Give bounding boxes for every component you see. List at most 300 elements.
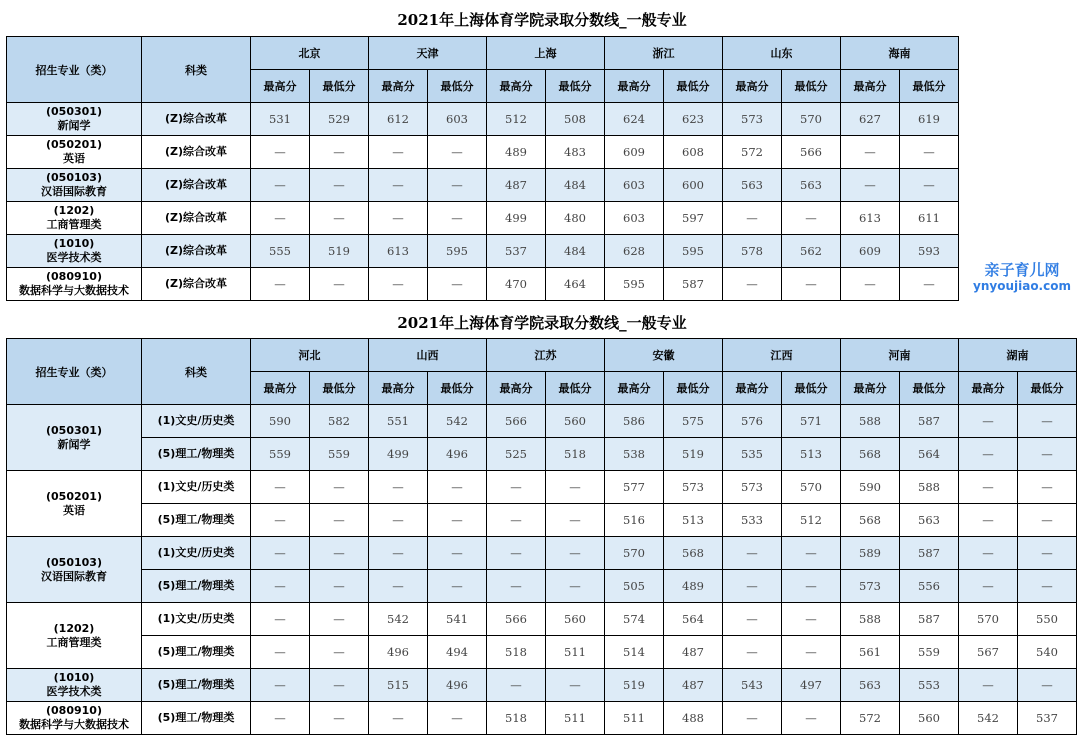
- major-cell: [7, 405, 142, 471]
- high-score-cell: 511: [605, 702, 664, 735]
- low-score-cell: 560: [546, 603, 605, 636]
- table-row: [7, 136, 959, 169]
- major-name: 汉语国际教育: [41, 569, 107, 583]
- high-score-cell: 512: [487, 103, 546, 136]
- low-score-cell: 488: [664, 702, 723, 735]
- high-score-cell: 537: [487, 235, 546, 268]
- header-high-score: 最高分: [369, 70, 428, 103]
- high-score-cell: 499: [369, 438, 428, 471]
- high-score-cell: 542: [369, 603, 428, 636]
- major-cell: [7, 537, 142, 603]
- header-high-score: 最高分: [487, 372, 546, 405]
- low-score-cell: 564: [900, 438, 959, 471]
- high-score-cell: 624: [605, 103, 664, 136]
- high-score-cell: —: [369, 537, 428, 570]
- high-score-cell: —: [959, 570, 1018, 603]
- header-low-score: 最低分: [900, 70, 959, 103]
- high-score-cell: —: [723, 603, 782, 636]
- major-cell: [7, 471, 142, 537]
- header-high-score: 最高分: [841, 372, 900, 405]
- header-province: 江苏: [487, 339, 605, 372]
- kelei-cell: (Z)综合改革: [142, 169, 251, 202]
- major-code: (050103): [46, 555, 102, 569]
- high-score-cell: 551: [369, 405, 428, 438]
- low-score-cell: —: [428, 136, 487, 169]
- high-score-cell: 595: [605, 268, 664, 301]
- high-score-cell: 563: [841, 669, 900, 702]
- high-score-cell: 589: [841, 537, 900, 570]
- low-score-cell: —: [546, 669, 605, 702]
- low-score-cell: 593: [900, 235, 959, 268]
- header-high-score: 最高分: [605, 372, 664, 405]
- low-score-cell: —: [546, 537, 605, 570]
- high-score-cell: —: [841, 136, 900, 169]
- low-score-cell: 484: [546, 169, 605, 202]
- high-score-cell: —: [251, 537, 310, 570]
- low-score-cell: —: [1018, 405, 1077, 438]
- kelei-cell: (Z)综合改革: [142, 136, 251, 169]
- high-score-cell: 487: [487, 169, 546, 202]
- header-row-provinces: [7, 37, 959, 70]
- high-score-cell: 578: [723, 235, 782, 268]
- high-score-cell: —: [841, 268, 900, 301]
- high-score-cell: 603: [605, 202, 664, 235]
- high-score-cell: —: [251, 169, 310, 202]
- low-score-cell: 511: [546, 636, 605, 669]
- low-score-cell: 600: [664, 169, 723, 202]
- low-score-cell: —: [900, 268, 959, 301]
- kelei-cell: (5)理工/物理类: [142, 570, 251, 603]
- low-score-cell: —: [310, 636, 369, 669]
- low-score-cell: 588: [900, 471, 959, 504]
- low-score-cell: 570: [782, 103, 841, 136]
- major-code: (1202): [53, 204, 95, 217]
- low-score-cell: 564: [664, 603, 723, 636]
- low-score-cell: —: [782, 702, 841, 735]
- high-score-cell: 570: [605, 537, 664, 570]
- header-high-score: 最高分: [723, 70, 782, 103]
- high-score-cell: 573: [841, 570, 900, 603]
- header-low-score: 最低分: [664, 372, 723, 405]
- low-score-cell: —: [1018, 504, 1077, 537]
- high-score-cell: 573: [723, 103, 782, 136]
- high-score-cell: —: [251, 669, 310, 702]
- low-score-cell: —: [900, 136, 959, 169]
- high-score-cell: 561: [841, 636, 900, 669]
- low-score-cell: —: [546, 504, 605, 537]
- header-low-score: 最低分: [1018, 372, 1077, 405]
- header-high-score: 最高分: [369, 372, 428, 405]
- high-score-cell: 609: [841, 235, 900, 268]
- high-score-cell: 603: [605, 169, 664, 202]
- high-score-cell: 518: [487, 636, 546, 669]
- high-score-cell: 533: [723, 504, 782, 537]
- major-cell: [7, 235, 142, 268]
- high-score-cell: —: [251, 570, 310, 603]
- major-code: (1202): [53, 621, 95, 635]
- high-score-cell: 590: [251, 405, 310, 438]
- major-code: (1010): [53, 671, 95, 684]
- header-major: 招生专业（类）: [7, 339, 142, 405]
- major-name: 新闻学: [57, 119, 91, 132]
- header-low-score: 最低分: [310, 70, 369, 103]
- low-score-cell: 497: [782, 669, 841, 702]
- low-score-cell: 519: [664, 438, 723, 471]
- high-score-cell: 538: [605, 438, 664, 471]
- low-score-cell: —: [1018, 438, 1077, 471]
- high-score-cell: —: [959, 471, 1018, 504]
- high-score-cell: 613: [841, 202, 900, 235]
- low-score-cell: 570: [782, 471, 841, 504]
- low-score-cell: —: [310, 504, 369, 537]
- watermark-text: 亲子育儿网: [984, 261, 1060, 279]
- low-score-cell: —: [428, 702, 487, 735]
- header-low-score: 最低分: [428, 70, 487, 103]
- header-low-score: 最低分: [546, 70, 605, 103]
- header-high-score: 最高分: [723, 372, 782, 405]
- major-cell: [7, 103, 142, 136]
- low-score-cell: —: [428, 570, 487, 603]
- header-low-score: 最低分: [664, 70, 723, 103]
- low-score-cell: 560: [900, 702, 959, 735]
- low-score-cell: 489: [664, 570, 723, 603]
- high-score-cell: —: [369, 570, 428, 603]
- major-code: (050201): [46, 138, 102, 151]
- low-score-cell: 541: [428, 603, 487, 636]
- header-province: 湖南: [959, 339, 1077, 372]
- high-score-cell: 568: [841, 504, 900, 537]
- high-score-cell: —: [251, 603, 310, 636]
- low-score-cell: —: [428, 471, 487, 504]
- low-score-cell: 480: [546, 202, 605, 235]
- low-score-cell: 587: [900, 405, 959, 438]
- major-name: 英语: [63, 152, 85, 165]
- low-score-cell: 619: [900, 103, 959, 136]
- header-high-score: 最高分: [251, 372, 310, 405]
- high-score-cell: —: [251, 471, 310, 504]
- header-high-score: 最高分: [251, 70, 310, 103]
- low-score-cell: 494: [428, 636, 487, 669]
- header-province: 河北: [251, 339, 369, 372]
- header-high-score: 最高分: [487, 70, 546, 103]
- high-score-cell: —: [251, 268, 310, 301]
- header-province: 北京: [251, 37, 369, 70]
- low-score-cell: 563: [900, 504, 959, 537]
- major-name: 新闻学: [57, 437, 91, 451]
- major-code: (050301): [46, 105, 102, 118]
- high-score-cell: —: [251, 202, 310, 235]
- header-high-score: 最高分: [605, 70, 664, 103]
- high-score-cell: 573: [723, 471, 782, 504]
- header-low-score: 最低分: [428, 372, 487, 405]
- low-score-cell: —: [310, 268, 369, 301]
- kelei-cell: (Z)综合改革: [142, 268, 251, 301]
- high-score-cell: 588: [841, 405, 900, 438]
- high-score-cell: 566: [487, 603, 546, 636]
- high-score-cell: 518: [487, 702, 546, 735]
- low-score-cell: 484: [546, 235, 605, 268]
- low-score-cell: 582: [310, 405, 369, 438]
- low-score-cell: 483: [546, 136, 605, 169]
- header-low-score: 最低分: [900, 372, 959, 405]
- low-score-cell: —: [782, 636, 841, 669]
- kelei-cell: (5)理工/物理类: [142, 438, 251, 471]
- high-score-cell: 489: [487, 136, 546, 169]
- high-score-cell: —: [723, 636, 782, 669]
- kelei-cell: (1)文史/历史类: [142, 471, 251, 504]
- high-score-cell: —: [487, 570, 546, 603]
- low-score-cell: 496: [428, 438, 487, 471]
- header-province: 天津: [369, 37, 487, 70]
- header-kelei: 科类: [142, 37, 251, 103]
- low-score-cell: —: [310, 702, 369, 735]
- watermark-logo: [966, 262, 1078, 294]
- high-score-cell: 586: [605, 405, 664, 438]
- table-row: [7, 471, 1077, 504]
- low-score-cell: 518: [546, 438, 605, 471]
- low-score-cell: —: [546, 471, 605, 504]
- high-score-cell: 470: [487, 268, 546, 301]
- high-score-cell: —: [841, 169, 900, 202]
- high-score-cell: —: [723, 570, 782, 603]
- table-row: [7, 103, 959, 136]
- low-score-cell: 537: [1018, 702, 1077, 735]
- high-score-cell: —: [251, 136, 310, 169]
- kelei-cell: (Z)综合改革: [142, 202, 251, 235]
- high-score-cell: 568: [841, 438, 900, 471]
- low-score-cell: —: [310, 471, 369, 504]
- low-score-cell: 573: [664, 471, 723, 504]
- low-score-cell: —: [782, 537, 841, 570]
- high-score-cell: 588: [841, 603, 900, 636]
- high-score-cell: 542: [959, 702, 1018, 735]
- high-score-cell: —: [723, 537, 782, 570]
- low-score-cell: 559: [900, 636, 959, 669]
- major-code: (050201): [46, 489, 102, 503]
- high-score-cell: —: [959, 537, 1018, 570]
- high-score-cell: —: [369, 136, 428, 169]
- kelei-cell: (5)理工/物理类: [142, 636, 251, 669]
- table2-title: 2021年上海体育学院录取分数线_一般专业: [397, 314, 687, 332]
- low-score-cell: 571: [782, 405, 841, 438]
- major-cell: [7, 202, 142, 235]
- high-score-cell: 519: [605, 669, 664, 702]
- low-score-cell: —: [310, 169, 369, 202]
- high-score-cell: 574: [605, 603, 664, 636]
- low-score-cell: 542: [428, 405, 487, 438]
- high-score-cell: —: [487, 504, 546, 537]
- major-code: (080910): [46, 270, 102, 283]
- major-cell: [7, 268, 142, 301]
- low-score-cell: —: [428, 169, 487, 202]
- major-name: 工商管理类: [46, 218, 102, 231]
- low-score-cell: —: [782, 570, 841, 603]
- high-score-cell: 505: [605, 570, 664, 603]
- low-score-cell: —: [546, 570, 605, 603]
- high-score-cell: 612: [369, 103, 428, 136]
- high-score-cell: 609: [605, 136, 664, 169]
- low-score-cell: 519: [310, 235, 369, 268]
- high-score-cell: 496: [369, 636, 428, 669]
- low-score-cell: 560: [546, 405, 605, 438]
- header-province: 安徽: [605, 339, 723, 372]
- high-score-cell: 570: [959, 603, 1018, 636]
- header-row-provinces: [7, 339, 1077, 372]
- high-score-cell: 516: [605, 504, 664, 537]
- high-score-cell: 572: [723, 136, 782, 169]
- header-province: 山东: [723, 37, 841, 70]
- high-score-cell: 590: [841, 471, 900, 504]
- table-row: [7, 405, 1077, 438]
- high-score-cell: 525: [487, 438, 546, 471]
- major-name: 汉语国际教育: [41, 185, 107, 198]
- low-score-cell: 513: [782, 438, 841, 471]
- low-score-cell: 511: [546, 702, 605, 735]
- high-score-cell: —: [723, 202, 782, 235]
- low-score-cell: —: [1018, 537, 1077, 570]
- header-province: 浙江: [605, 37, 723, 70]
- header-major: 招生专业（类）: [7, 37, 142, 103]
- high-score-cell: —: [959, 504, 1018, 537]
- header-high-score: 最高分: [959, 372, 1018, 405]
- low-score-cell: —: [310, 603, 369, 636]
- watermark-url: ynyoujiao.com: [973, 279, 1071, 293]
- low-score-cell: 529: [310, 103, 369, 136]
- kelei-cell: (5)理工/物理类: [142, 702, 251, 735]
- header-province: 江西: [723, 339, 841, 372]
- low-score-cell: 496: [428, 669, 487, 702]
- low-score-cell: —: [310, 570, 369, 603]
- low-score-cell: 487: [664, 636, 723, 669]
- high-score-cell: —: [959, 405, 1018, 438]
- major-name: 工商管理类: [46, 635, 102, 649]
- kelei-cell: (1)文史/历史类: [142, 405, 251, 438]
- header-low-score: 最低分: [782, 372, 841, 405]
- header-kelei: 科类: [142, 339, 251, 405]
- low-score-cell: 464: [546, 268, 605, 301]
- header-province: 海南: [841, 37, 959, 70]
- table1-title: 2021年上海体育学院录取分数线_一般专业: [397, 11, 687, 29]
- low-score-cell: 513: [664, 504, 723, 537]
- low-score-cell: —: [1018, 471, 1077, 504]
- high-score-cell: 514: [605, 636, 664, 669]
- high-score-cell: 563: [723, 169, 782, 202]
- major-code: (1010): [53, 237, 95, 250]
- low-score-cell: —: [310, 669, 369, 702]
- kelei-cell: (1)文史/历史类: [142, 603, 251, 636]
- major-cell: [7, 669, 142, 702]
- major-cell: [7, 702, 142, 735]
- high-score-cell: 567: [959, 636, 1018, 669]
- high-score-cell: —: [959, 438, 1018, 471]
- kelei-cell: (5)理工/物理类: [142, 669, 251, 702]
- table-row: [7, 603, 1077, 636]
- table-row: [7, 438, 1077, 471]
- high-score-cell: —: [369, 169, 428, 202]
- high-score-cell: 613: [369, 235, 428, 268]
- high-score-cell: —: [369, 268, 428, 301]
- low-score-cell: 562: [782, 235, 841, 268]
- high-score-cell: —: [959, 669, 1018, 702]
- table-row: [7, 202, 959, 235]
- high-score-cell: —: [251, 702, 310, 735]
- low-score-cell: 611: [900, 202, 959, 235]
- low-score-cell: 568: [664, 537, 723, 570]
- header-province: 河南: [841, 339, 959, 372]
- major-code: (050103): [46, 171, 102, 184]
- major-name: 医学技术类: [46, 685, 102, 698]
- admission-scores-table-2: [6, 338, 1077, 735]
- low-score-cell: 512: [782, 504, 841, 537]
- high-score-cell: 576: [723, 405, 782, 438]
- low-score-cell: —: [428, 537, 487, 570]
- major-name: 数据科学与大数据技术: [19, 718, 129, 731]
- admission-scores-table-1: [6, 36, 959, 301]
- table-row: [7, 537, 1077, 570]
- table-row: [7, 636, 1077, 669]
- low-score-cell: 575: [664, 405, 723, 438]
- header-province: 上海: [487, 37, 605, 70]
- low-score-cell: —: [1018, 570, 1077, 603]
- low-score-cell: 623: [664, 103, 723, 136]
- high-score-cell: —: [251, 636, 310, 669]
- low-score-cell: 550: [1018, 603, 1077, 636]
- high-score-cell: —: [369, 202, 428, 235]
- low-score-cell: —: [900, 169, 959, 202]
- high-score-cell: —: [487, 537, 546, 570]
- low-score-cell: —: [310, 136, 369, 169]
- low-score-cell: 487: [664, 669, 723, 702]
- low-score-cell: —: [1018, 669, 1077, 702]
- low-score-cell: —: [782, 202, 841, 235]
- major-name: 英语: [63, 503, 85, 517]
- high-score-cell: —: [369, 471, 428, 504]
- low-score-cell: 587: [900, 603, 959, 636]
- table-row: [7, 669, 1077, 702]
- low-score-cell: —: [428, 202, 487, 235]
- low-score-cell: 556: [900, 570, 959, 603]
- high-score-cell: 572: [841, 702, 900, 735]
- low-score-cell: —: [310, 202, 369, 235]
- high-score-cell: —: [369, 702, 428, 735]
- table-row: [7, 570, 1077, 603]
- low-score-cell: 595: [664, 235, 723, 268]
- header-low-score: 最低分: [310, 372, 369, 405]
- major-name: 医学技术类: [46, 251, 102, 264]
- high-score-cell: —: [723, 268, 782, 301]
- major-code: (050301): [46, 423, 102, 437]
- high-score-cell: 531: [251, 103, 310, 136]
- kelei-cell: (5)理工/物理类: [142, 504, 251, 537]
- major-name: 数据科学与大数据技术: [19, 284, 129, 297]
- low-score-cell: 608: [664, 136, 723, 169]
- low-score-cell: 587: [664, 268, 723, 301]
- kelei-cell: (Z)综合改革: [142, 235, 251, 268]
- high-score-cell: 543: [723, 669, 782, 702]
- table-row: [7, 268, 959, 301]
- low-score-cell: 597: [664, 202, 723, 235]
- high-score-cell: —: [251, 504, 310, 537]
- high-score-cell: 499: [487, 202, 546, 235]
- table-row: [7, 504, 1077, 537]
- low-score-cell: 559: [310, 438, 369, 471]
- low-score-cell: 508: [546, 103, 605, 136]
- low-score-cell: —: [782, 268, 841, 301]
- low-score-cell: 595: [428, 235, 487, 268]
- low-score-cell: 553: [900, 669, 959, 702]
- high-score-cell: 566: [487, 405, 546, 438]
- major-cell: [7, 136, 142, 169]
